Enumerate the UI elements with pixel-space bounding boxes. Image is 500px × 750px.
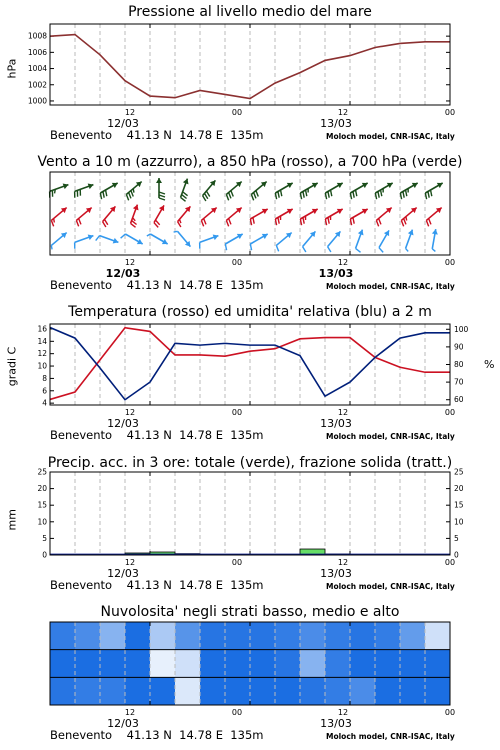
pressure-location: Benevento 41.13 N 14.78 E 135m bbox=[50, 128, 264, 142]
wind-barb-10m bbox=[328, 231, 341, 252]
wind-barb-850 bbox=[275, 209, 292, 225]
wind-barb-850 bbox=[154, 205, 164, 227]
wind-barb-850 bbox=[131, 205, 139, 228]
wind-barb-10m bbox=[432, 229, 438, 251]
pressure-panel bbox=[0, 0, 500, 150]
wind-tick-3: 12 bbox=[337, 258, 349, 267]
wind-date-2: 13/03 bbox=[318, 267, 354, 280]
wind-barb-10m bbox=[379, 230, 389, 252]
cloud-cell-medio bbox=[425, 650, 451, 678]
wind-barb-10m bbox=[225, 234, 242, 250]
wind-barb-10m bbox=[356, 230, 364, 253]
cloud-cell-alto bbox=[125, 622, 151, 650]
wind-model-credit: Moloch model, CNR-ISAC, Italy bbox=[326, 282, 455, 291]
pressure-ytick-label: 1000 bbox=[27, 96, 47, 106]
cloud-cell-alto bbox=[350, 622, 376, 650]
cloud-cell-basso bbox=[150, 677, 176, 705]
cloud-cell-basso bbox=[225, 677, 251, 705]
pressure-ytick-label: 1004 bbox=[27, 64, 47, 74]
temp-date-2: 13/03 bbox=[320, 417, 352, 430]
pressure-ylabel: hPa bbox=[5, 58, 19, 79]
precip-ytick-label: 5 bbox=[42, 533, 47, 543]
precip-ytick-label-right: 20 bbox=[454, 484, 464, 494]
wind-barb-10m bbox=[174, 231, 191, 246]
wind-barb-850 bbox=[226, 208, 241, 227]
pressure-model-credit: Moloch model, CNR-ISAC, Italy bbox=[326, 132, 455, 141]
cloud-cell-medio bbox=[225, 650, 251, 678]
wind-location: Benevento 41.13 N 14.78 E 135m bbox=[50, 278, 264, 292]
cloud-cell-medio bbox=[125, 650, 151, 678]
cloud-tick-4: 00 bbox=[444, 708, 456, 717]
wind-barb-700 bbox=[226, 182, 241, 201]
pressure-ytick-label: 1008 bbox=[27, 31, 47, 41]
wind-barb-700 bbox=[156, 178, 165, 200]
wind-barb-700 bbox=[50, 183, 69, 197]
temp-ytick-label: 16 bbox=[37, 324, 47, 334]
cloud-cell-basso bbox=[100, 677, 126, 705]
temp-tick-4: 00 bbox=[444, 408, 456, 417]
wind-barb-700 bbox=[100, 183, 117, 199]
pressure-date-1: 12/03 bbox=[107, 117, 139, 130]
wind-tick-2: 00 bbox=[231, 258, 243, 267]
wind-barb-10m bbox=[51, 233, 66, 250]
precip-ytick-label-right: 15 bbox=[454, 500, 464, 510]
precip-tick-3: 12 bbox=[337, 558, 349, 567]
cloud-cell-medio bbox=[375, 650, 401, 678]
precip-date-1: 12/03 bbox=[107, 567, 139, 580]
cloud-cell-alto bbox=[75, 622, 101, 650]
wind-barb-700 bbox=[181, 179, 189, 202]
wind-barb-700 bbox=[350, 183, 367, 199]
precip-ytick-label-right: 10 bbox=[454, 517, 464, 527]
pressure-tick-4: 00 bbox=[444, 108, 456, 117]
cloud-cell-alto bbox=[250, 622, 276, 650]
wind-barb-700 bbox=[275, 183, 292, 199]
wind-barb-850 bbox=[350, 209, 367, 225]
cloud-cell-alto bbox=[150, 622, 176, 650]
cloud-cell-alto bbox=[425, 622, 451, 650]
cloud-cell-alto bbox=[375, 622, 401, 650]
precip-title: Precip. acc. in 3 ore: totale (verde), frazione solida (tratt.) bbox=[47, 455, 453, 471]
wind-barb-700 bbox=[325, 183, 342, 199]
wind-tick-4: 00 bbox=[444, 258, 456, 267]
pressure-tick-2: 00 bbox=[231, 108, 243, 117]
precip-ytick-label-right: 25 bbox=[454, 467, 464, 477]
wind-date-1: 12/03 bbox=[105, 267, 141, 280]
cloud-cell-medio bbox=[175, 650, 201, 678]
temp-ytick-label: 10 bbox=[37, 361, 47, 371]
cloud-cell-basso bbox=[350, 677, 376, 705]
wind-barb-700 bbox=[75, 183, 94, 197]
temp-ytick-label: 6 bbox=[42, 386, 47, 396]
cloud-cell-medio bbox=[275, 650, 301, 678]
wind-barb-10m bbox=[250, 234, 267, 250]
wind-barb-700 bbox=[400, 183, 417, 199]
pressure-date-2: 13/03 bbox=[320, 117, 352, 130]
wind-panel bbox=[0, 150, 500, 300]
precip-location: Benevento 41.13 N 14.78 E 135m bbox=[50, 578, 264, 592]
precip-tick-1: 12 bbox=[124, 558, 136, 567]
cloud-model-credit: Moloch model, CNR-ISAC, Italy bbox=[326, 732, 455, 741]
cloud-cell-basso bbox=[175, 677, 201, 705]
cloud-cell-medio bbox=[50, 650, 76, 678]
cloud-location: Benevento 41.13 N 14.78 E 135m bbox=[50, 728, 264, 742]
wind-barb-700 bbox=[375, 183, 392, 199]
wind-title: Vento a 10 m (azzurro), a 850 hPa (rosso), a 700 hPa (verde) bbox=[37, 154, 463, 170]
temp-tick-1: 12 bbox=[124, 408, 136, 417]
temp-ytick-label: 12 bbox=[37, 349, 47, 359]
cloud-cell-basso bbox=[50, 677, 76, 705]
wind-barb-700 bbox=[300, 183, 317, 199]
precip-date-2: 13/03 bbox=[320, 567, 352, 580]
precip-ytick-label: 20 bbox=[37, 484, 47, 494]
wind-barb-700 bbox=[425, 183, 442, 199]
wind-barb-10m bbox=[75, 234, 94, 248]
wind-tick-1: 12 bbox=[124, 258, 136, 267]
cloud-cell-basso bbox=[125, 677, 151, 705]
precip-ylabel: mm bbox=[5, 509, 19, 531]
wind-barb-850 bbox=[300, 209, 317, 225]
wind-barb-10m bbox=[200, 234, 219, 248]
precip-ytick-label: 0 bbox=[42, 550, 47, 560]
cloud-cell-medio bbox=[250, 650, 276, 678]
cloud-cell-medio bbox=[100, 650, 126, 678]
cloud-cell-medio bbox=[300, 650, 326, 678]
temp-ytick-label: 4 bbox=[42, 398, 47, 408]
cloud-cell-alto bbox=[400, 622, 426, 650]
precip-ytick-label: 15 bbox=[37, 500, 47, 510]
wind-barb-850 bbox=[103, 206, 116, 227]
wind-barb-10m bbox=[276, 233, 291, 252]
cloud-date-2: 13/03 bbox=[320, 717, 352, 730]
temp-ylabel-left: gradi C bbox=[5, 346, 19, 387]
cloud-cell-medio bbox=[75, 650, 101, 678]
cloud-cell-basso bbox=[325, 677, 351, 705]
cloud-cell-basso bbox=[75, 677, 101, 705]
temp-tick-2: 00 bbox=[231, 408, 243, 417]
cloud-panel bbox=[0, 600, 500, 750]
pressure-ytick-label: 1002 bbox=[27, 80, 47, 90]
precip-ytick-label: 25 bbox=[37, 467, 47, 477]
humidity-ytick-label: 80 bbox=[454, 360, 464, 369]
cloud-cell-basso bbox=[200, 677, 226, 705]
wind-barb-10m bbox=[303, 231, 316, 252]
cloud-cell-medio bbox=[350, 650, 376, 678]
temp-model-credit: Moloch model, CNR-ISAC, Italy bbox=[326, 432, 455, 441]
wind-barb-700 bbox=[251, 182, 266, 201]
precip-panel bbox=[0, 450, 500, 600]
cloud-cell-alto bbox=[275, 622, 301, 650]
temp-frame bbox=[50, 324, 450, 405]
humidity-ytick-label: 60 bbox=[454, 395, 464, 405]
wind-barb-850 bbox=[178, 206, 191, 227]
wind-barb-10m bbox=[96, 236, 119, 244]
wind-barb-850 bbox=[376, 208, 391, 227]
wind-barb-850 bbox=[250, 209, 267, 225]
cloud-date-1: 12/03 bbox=[107, 717, 139, 730]
cloud-cell-alto bbox=[200, 622, 226, 650]
cloud-tick-3: 12 bbox=[337, 708, 349, 717]
cloud-cell-alto bbox=[225, 622, 251, 650]
humidity-ytick-label: 70 bbox=[454, 377, 464, 387]
wind-barb-700 bbox=[203, 180, 216, 201]
temp-tick-3: 12 bbox=[337, 408, 349, 417]
cloud-cell-basso bbox=[300, 677, 326, 705]
humidity-ytick-label: 90 bbox=[454, 342, 464, 352]
wind-barb-850 bbox=[426, 208, 441, 227]
cloud-cell-medio bbox=[325, 650, 351, 678]
cloud-cell-medio bbox=[400, 650, 426, 678]
wind-barb-850 bbox=[76, 208, 91, 227]
precip-ytick-label-right: 5 bbox=[454, 533, 459, 543]
cloud-cell-basso bbox=[400, 677, 426, 705]
precip-tick-4: 00 bbox=[444, 558, 456, 567]
temp-location: Benevento 41.13 N 14.78 E 135m bbox=[50, 428, 264, 442]
precip-ytick-label: 10 bbox=[37, 517, 47, 527]
wind-barb-850 bbox=[201, 208, 216, 227]
cloud-cell-basso bbox=[425, 677, 451, 705]
precip-ytick-label-right: 0 bbox=[454, 550, 459, 560]
cloud-cell-basso bbox=[250, 677, 276, 705]
wind-barb-700 bbox=[126, 182, 141, 201]
cloud-cell-medio bbox=[200, 650, 226, 678]
temp-panel bbox=[0, 300, 500, 450]
wind-barb-10m bbox=[121, 234, 143, 244]
wind-barb-850 bbox=[325, 209, 342, 225]
humidity-ytick-label: 100 bbox=[454, 324, 469, 334]
temp-ytick-label: 8 bbox=[42, 373, 47, 383]
cloud-tick-2: 00 bbox=[231, 708, 243, 717]
precip-tick-2: 00 bbox=[231, 558, 243, 567]
cloud-cell-alto bbox=[325, 622, 351, 650]
temp-ylabel-right: % bbox=[484, 358, 495, 371]
cloud-tick-1: 12 bbox=[124, 708, 136, 717]
wind-barb-850 bbox=[401, 208, 416, 227]
pressure-tick-1: 12 bbox=[124, 108, 136, 117]
wind-barb-10m bbox=[406, 230, 414, 252]
pressure-ytick-label: 1006 bbox=[27, 47, 47, 57]
temp-date-1: 12/03 bbox=[107, 417, 139, 430]
pressure-tick-3: 12 bbox=[337, 108, 349, 117]
temp-title: Temperatura (rosso) ed umidita' relativa (blu) a 2 m bbox=[68, 304, 432, 320]
cloud-cell-alto bbox=[50, 622, 76, 650]
cloud-cell-alto bbox=[175, 622, 201, 650]
cloud-cell-basso bbox=[275, 677, 301, 705]
cloud-cell-alto bbox=[100, 622, 126, 650]
cloud-cell-alto bbox=[300, 622, 326, 650]
wind-barb-850 bbox=[51, 208, 66, 227]
precip-model-credit: Moloch model, CNR-ISAC, Italy bbox=[326, 582, 455, 591]
cloud-cell-medio bbox=[150, 650, 176, 678]
cloud-title: Nuvolosita' negli strati basso, medio e alto bbox=[100, 604, 400, 620]
cloud-cell-basso bbox=[375, 677, 401, 705]
pressure-title: Pressione al livello medio del mare bbox=[128, 4, 372, 20]
temp-ytick-label: 14 bbox=[37, 336, 47, 346]
